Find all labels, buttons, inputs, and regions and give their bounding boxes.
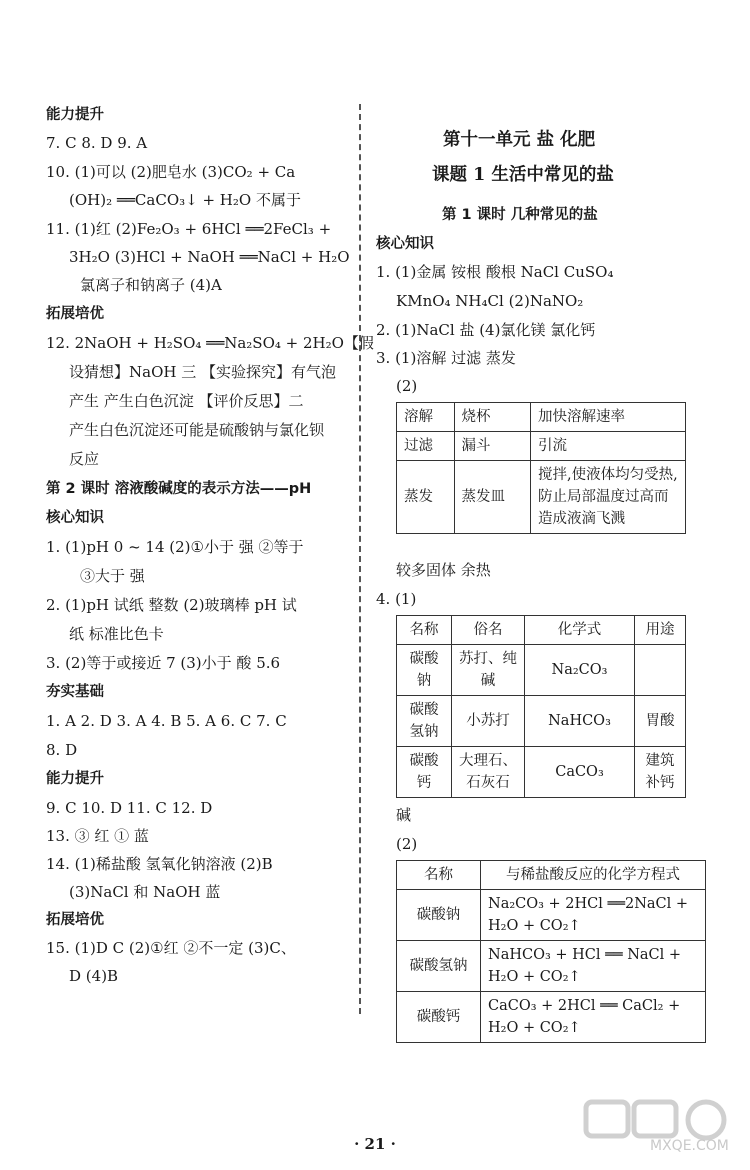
separation-methods-table	[396, 402, 686, 534]
table-cell: Na₂CO₃ + 2HCl ══2NaCl + H₂O + CO₂↑	[481, 890, 706, 941]
table-header: 俗名	[452, 616, 525, 645]
table-cell: 引流	[531, 432, 686, 461]
table-cell: 烧杯	[454, 403, 530, 432]
answer-line: 较多固体 余热	[396, 561, 491, 579]
answer-line: 12. 2NaOH + H₂SO₄ ══Na₂SO₄ + 2H₂O【假	[46, 334, 374, 352]
table-cell: 过滤	[397, 432, 455, 461]
answer-line: KMnO₄ NH₄Cl (2)NaNO₂	[396, 292, 584, 310]
table-header-row	[397, 616, 686, 645]
table-header: 名称	[397, 861, 481, 890]
answer-line: 14. (1)稀盐酸 氢氧化钠溶液 (2)B	[46, 855, 273, 873]
table-cell: 蒸发皿	[454, 461, 530, 534]
table-row	[397, 461, 686, 534]
table-row	[397, 696, 686, 747]
section-heading: 夯实基础	[46, 684, 104, 700]
table-cell: 胃酸	[635, 696, 686, 747]
table-header: 用途	[635, 616, 686, 645]
table-cell: 大理石、石灰石	[452, 747, 525, 798]
table-cell: 建筑补钙	[635, 747, 686, 798]
answer-line: 碱	[396, 806, 412, 824]
table-cell: 碳酸钙	[397, 747, 452, 798]
title-text: 第 2 课时 溶液酸碱度的表示方法——pH	[46, 481, 312, 497]
title-text: 第十一单元 盐 化肥	[443, 130, 596, 150]
answer-line: 9. C 10. D 11. C 12. D	[46, 799, 213, 817]
table-header: 化学式	[525, 616, 635, 645]
table-row	[397, 747, 686, 798]
answer-line: 10. (1)可以 (2)肥皂水 (3)CO₂ + Ca	[46, 163, 296, 181]
table-cell: 小苏打	[452, 696, 525, 747]
table-cell: 碳酸氢钠	[397, 941, 481, 992]
answer-line: 产生白色沉淀还可能是硫酸钠与氯化钡	[69, 421, 325, 439]
table-cell: NaHCO₃	[525, 696, 635, 747]
table-header-row	[397, 861, 706, 890]
table-header: 名称	[397, 616, 452, 645]
title-text: 第 1 课时 几种常见的盐	[442, 207, 598, 223]
answer-line: 3. (1)溶解 过滤 蒸发	[376, 349, 516, 367]
table-cell: 漏斗	[454, 432, 530, 461]
table-cell: NaHCO₃ + HCl ══ NaCl + H₂O + CO₂↑	[481, 941, 706, 992]
answer-line: (2)	[396, 377, 418, 395]
table-cell: 搅拌,使液体均匀受热,防止局部温度过高而造成液滴飞溅	[531, 461, 686, 534]
column-divider	[359, 104, 361, 1014]
answer-line: 4. (1)	[376, 590, 417, 608]
table-row	[397, 890, 706, 941]
answer-line: 反应	[69, 450, 100, 468]
answer-line: 15. (1)D C (2)①红 ②不一定 (3)C、	[46, 939, 296, 957]
table-cell: CaCO₃	[525, 747, 635, 798]
answer-line: D (4)B	[69, 967, 119, 985]
answer-line: 3. (2)等于或接近 7 (3)小于 酸 5.6	[46, 654, 281, 672]
watermark-logo-icon	[580, 1098, 740, 1164]
answer-line: 8. D	[46, 741, 78, 759]
answer-line: 2. (1)NaCl 盐 (4)氯化镁 氯化钙	[376, 321, 596, 339]
table-row	[397, 645, 686, 696]
table-row	[397, 941, 706, 992]
answer-line: 2. (1)pH 试纸 整数 (2)玻璃棒 pH 试	[46, 596, 297, 614]
table-cell: 加快溶解速率	[531, 403, 686, 432]
title-text: 课题 1 生活中常见的盐	[432, 165, 614, 185]
answer-line: 纸 标准比色卡	[69, 625, 164, 643]
table-cell: 溶解	[397, 403, 455, 432]
answer-line: 1. (1)金属 铵根 酸根 NaCl CuSO₄	[376, 263, 614, 281]
salts-table	[396, 615, 686, 798]
answer-line: 7. C 8. D 9. A	[46, 134, 148, 152]
answer-line: 13. ③ 红 ① 蓝	[46, 827, 149, 845]
section-heading: 能力提升	[46, 771, 104, 787]
section-heading: 能力提升	[46, 107, 104, 123]
answer-line: 氯离子和钠离子 (4)A	[80, 276, 222, 294]
section-heading: 核心知识	[46, 510, 104, 526]
table-row	[397, 432, 686, 461]
table-cell: CaCO₃ + 2HCl ══ CaCl₂ + H₂O + CO₂↑	[481, 992, 706, 1043]
table-row	[397, 403, 686, 432]
table-cell: 蒸发	[397, 461, 455, 534]
table-cell: 苏打、纯碱	[452, 645, 525, 696]
table-cell	[635, 645, 686, 696]
table-cell: Na₂CO₃	[525, 645, 635, 696]
table-header: 与稀盐酸反应的化学方程式	[481, 861, 706, 890]
watermark-text: MXQE.COM	[650, 1138, 729, 1154]
table-cell: 碳酸钠	[397, 645, 452, 696]
answer-line: 产生 产生白色沉淀 【评价反思】二	[69, 392, 304, 410]
answer-line: 设猜想】NaOH 三 【实验探究】有气泡	[69, 363, 336, 381]
section-heading: 拓展培优	[46, 306, 104, 322]
answer-line: 1. (1)pH 0 ~ 14 (2)①小于 强 ②等于	[46, 538, 304, 556]
answer-line: ③大于 强	[80, 567, 145, 585]
answer-line: (OH)₂ ══CaCO₃↓ + H₂O 不属于	[69, 191, 301, 209]
table-row	[397, 992, 706, 1043]
table-cell: 碳酸钠	[397, 890, 481, 941]
answer-line: 1. A 2. D 3. A 4. B 5. A 6. C 7. C	[46, 712, 287, 730]
answer-line: (3)NaCl 和 NaOH 蓝	[69, 883, 221, 901]
answer-line: 11. (1)红 (2)Fe₂O₃ + 6HCl ══2FeCl₃ +	[46, 220, 332, 238]
table-cell: 碳酸氢钠	[397, 696, 452, 747]
answer-line: (2)	[396, 835, 418, 853]
answer-line: 3H₂O (3)HCl + NaOH ══NaCl + H₂O	[69, 248, 350, 266]
table-cell: 碳酸钙	[397, 992, 481, 1043]
reaction-equations-table	[396, 860, 706, 1043]
section-heading: 拓展培优	[46, 912, 104, 928]
section-heading: 核心知识	[376, 236, 434, 252]
page-number: · 21 ·	[354, 1135, 396, 1153]
